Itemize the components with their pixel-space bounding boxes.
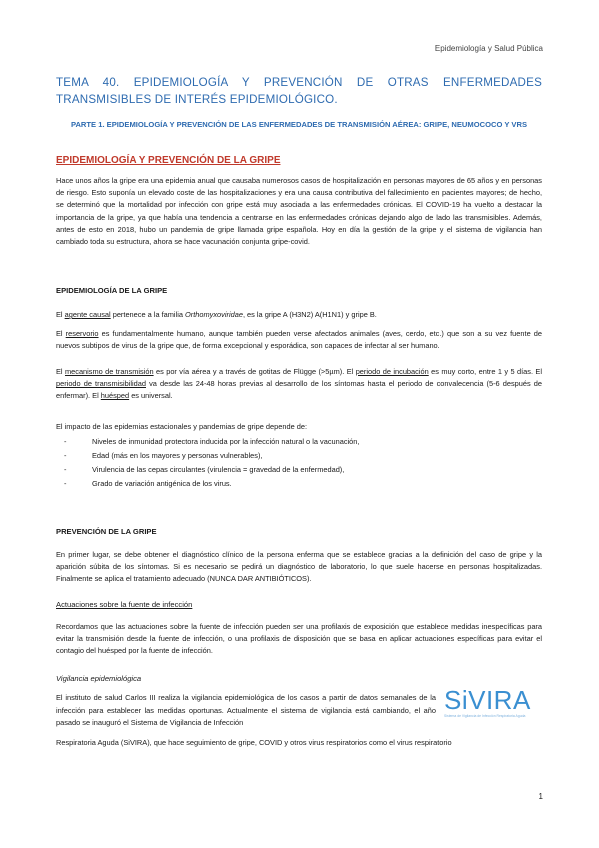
list-item: - Niveles de inmunidad protectora inducida por la infección natural o la vacunación, [56, 435, 542, 449]
subheading-vigilancia: Vigilancia epidemiológica [56, 674, 142, 683]
fuente-paragraph: Recordamos que las actuaciones sobre la fuente de infección pueden ser una profilaxis de exposición que establece medidas inespecíficas para evitar la transmisión desde la fuente de infección, o una profilaxis de disposición que se basa en aplicar actuaciones específicas para evitar el contagio del huésped por la fuente de infección. [56, 622, 542, 656]
text-run: es fundamentalmente humano, aunque también pueden verse afectados animales (aves, cerdo, etc.) que son a su vez fuente de nuevos subtipos de virus de la gripe que, de forma excepcional y esporádica, son capaces de infectar al ser humano. [56, 329, 542, 351]
sivira-logo-subtitle: Sistema de Vigilancia de Infección Respiratoria Aguda [444, 714, 526, 718]
page-number: 1 [538, 792, 543, 801]
term-family: Orthomyxoviridae [185, 310, 243, 319]
text-run: es muy corto, entre 1 y 5 días. El [428, 367, 542, 376]
text-run: , es la gripe A (H3N2) A(H1N1) y gripe B. [242, 310, 377, 319]
text-run: pertenece a la familia [110, 310, 186, 319]
impact-list [56, 435, 542, 491]
intro-text-a: Hace unos años la gripe era una epidemia anual que causaba numerosos casos de hospitalización en personas mayores de 65 años y en personas de riesgo. Esto suponía un elevado coste de las hospitalizaciones y era una causa contributiva del fallecimiento en pacientes mayores; de hecho, se determinó que la mortalidad por infección con gripe está muy asociada a las enfermedades crónicas. [56, 176, 542, 210]
list-item: - Grado de variación antigénica de los virus. [56, 477, 542, 491]
term-mecanismo: mecanismo de transmisión [64, 367, 154, 376]
prevencion-paragraph: En primer lugar, se debe obtener el diagnóstico clínico de la persona enferma que se establece gracias a la definición del caso de gripe y la aparición súbita de los síntomas. Si es necesario se pedirá un diagnóstico de laboratorio, lo que suele hacerse en personas hospitalizadas. Finalmente se aplica el tratamiento adecuado (NUNCA DAR ANTIBIÓTICOS). [56, 550, 542, 584]
sivira-logo-text: SiVIRA [444, 685, 531, 715]
reservorio-paragraph [56, 328, 542, 352]
vigilancia-paragraph-last-line: Respiratoria Aguda (SiVIRA), que hace seguimiento de gripe, COVID y otros virus respiratorios como el virus respiratorio [56, 738, 452, 747]
list-item: - Virulencia de las cepas circulantes (virulencia = gravedad de la enfermedad), [56, 463, 542, 477]
section-heading-gripe: EPIDEMIOLOGÍA Y PREVENCIÓN DE LA GRIPE [56, 155, 281, 166]
impact-intro: El impacto de las epidemias estacionales y pandemias de gripe depende de: [56, 422, 308, 431]
subheading-epidemiologia: EPIDEMIOLOGÍA DE LA GRIPE [56, 286, 168, 295]
intro-paragraph [56, 175, 542, 248]
text-run: es por vía aérea y a través de gotitas de Flügge (>5µm). El [153, 367, 356, 376]
subheading-prevencion: PREVENCIÓN DE LA GRIPE [56, 527, 157, 536]
term-incubacion: periodo de incubación [355, 367, 429, 376]
term-transmisibilidad: periodo de transmisibilidad [56, 379, 146, 389]
term-reservorio: reservorio [65, 329, 99, 338]
term-huesped: huésped [100, 391, 130, 401]
agente-paragraph [56, 309, 542, 321]
subheading-fuente-infeccion: Actuaciones sobre la fuente de infección [56, 600, 193, 609]
text-run: El [56, 329, 66, 338]
chapter-title: TEMA 40. EPIDEMIOLOGÍA Y PREVENCIÓN DE OTRAS ENFERMEDADES TRANSMISIBLES DE INTERÉS EPIDEMIOLÓGICO. [56, 76, 542, 106]
sivira-logo [444, 687, 544, 723]
running-header: Epidemiología y Salud Pública [434, 44, 543, 53]
transmision-paragraph [56, 366, 542, 403]
list-item: - Edad (más en los mayores y personas vulnerables), [56, 449, 542, 463]
text-run: El [56, 367, 65, 376]
text-run: es universal. [129, 391, 173, 401]
text-run: El [56, 310, 65, 319]
part-title: PARTE 1. EPIDEMIOLOGÍA Y PREVENCIÓN DE LAS ENFERMEDADES DE TRANSMISIÓN AÉREA: GRIPE, NEUMOCOCO Y VRS [70, 120, 528, 129]
intro-text-b: El COVID-19 ha vuelto a destacar la importancia de la gripe, ya que había una tendencia a centrarse en las enfermedades crónicas dejando algo de lado las transmisibles. Además, antes de esto en 2018, hubo un pandemia de gripe llamada gripe española. Hoy en día la gestión de la gripe y el sistema de vigilancia han cambiado toda su estructura, ahora se hace vacunación conjunta gripe-covid. [56, 200, 542, 247]
vigilancia-paragraph: El instituto de salud Carlos III realiza la vigilancia epidemiológica de los casos a partir de datos semanales de la infección para establecer las medidas oportunas. Actualmente el sistema de vigilancia está cambiando, el año pasado se inauguró el Sistema de Vigilancia de Infección [56, 693, 436, 728]
term-agente-causal: agente causal [64, 310, 111, 319]
text-run: va desde las 24-48 horas previas al desarrollo de los síntomas hasta el periodo de convalecencia (5-6 después de enfermar). El [56, 379, 543, 401]
